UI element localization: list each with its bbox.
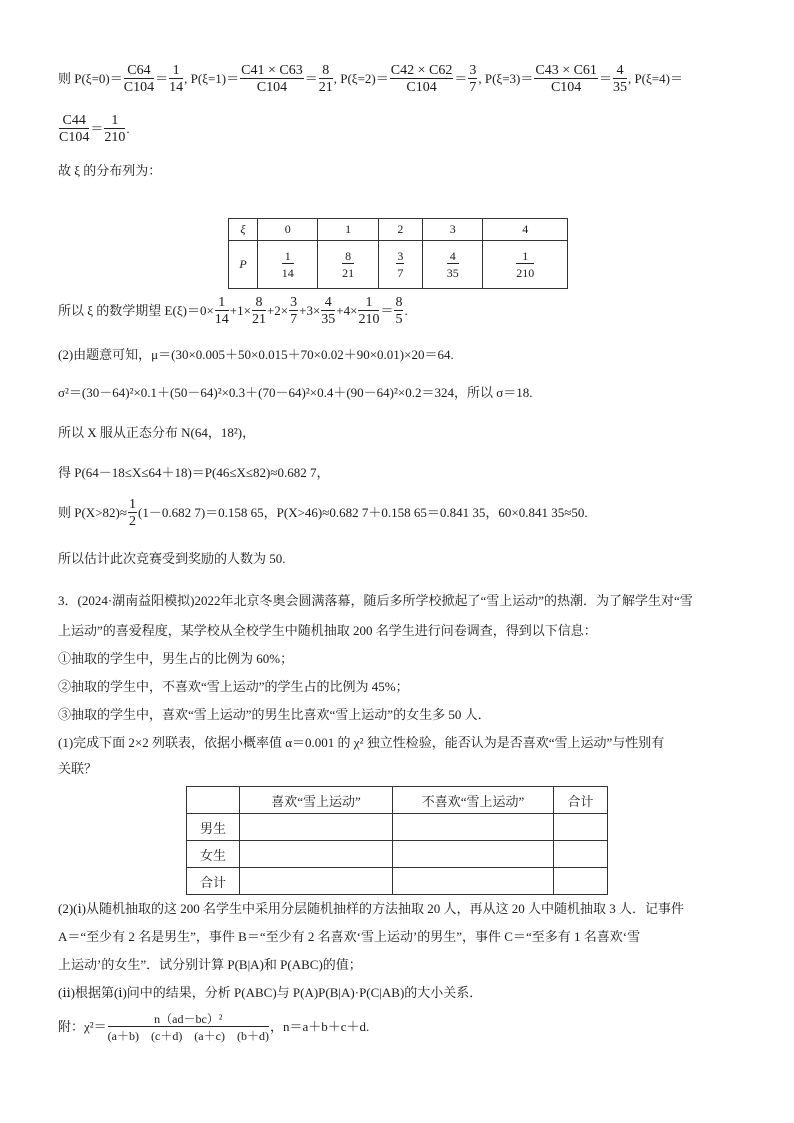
p3-value-den: 35 xyxy=(612,80,627,95)
dist-line-2 xyxy=(58,114,130,146)
header-0: 0 xyxy=(258,219,318,241)
q3b-line-4: (ⅱ)根据第(ⅰ)问中的结果，分析 P(ABC)与 P(A)P(B|A)·P(C|AB)的大小关系． xyxy=(58,985,483,1000)
p0-lhs: 则 P(ξ=0)＝ xyxy=(58,70,123,86)
dist-intro: 故 ξ 的分布列为： xyxy=(58,163,162,178)
normal-line: 所以 X 服从正态分布 N(64，18²)， xyxy=(58,425,256,440)
expect-end: . xyxy=(404,302,408,318)
p3-eq: ＝ xyxy=(598,70,612,86)
expect-f2-den: 21 xyxy=(251,312,266,327)
half-den: 2 xyxy=(129,514,136,529)
expect-t3: +3× xyxy=(299,302,321,318)
distribution-table-header-row xyxy=(229,219,568,241)
expect-f4-den: 35 xyxy=(321,312,336,327)
p3-value xyxy=(613,64,627,96)
p4-eq: ＝ xyxy=(90,120,104,136)
header-3: 3 xyxy=(423,219,483,241)
expect-f3-num: 3 xyxy=(290,295,298,310)
q3-line-4: ②抽取的学生中，不喜欢“雪上运动”的学生占的比例为 45%； xyxy=(58,679,409,694)
prob-den-0: 14 xyxy=(281,265,294,280)
p1-eq: ＝ xyxy=(304,70,318,86)
tail-pre: 则 P(X>82)≈ xyxy=(58,504,127,520)
p4-sep: . xyxy=(126,120,130,136)
prob-fraction-4 xyxy=(516,249,534,281)
expect-pre: 所以 ξ 的数学期望 E(ξ)＝0× xyxy=(58,302,214,318)
expect-f2-num: 8 xyxy=(252,296,266,311)
expect-result-num: 8 xyxy=(395,295,403,310)
prob-num-0: 1 xyxy=(282,249,294,264)
expect-f5-den: 210 xyxy=(358,312,380,327)
p2-comb-fraction xyxy=(390,64,454,96)
expect-f3 xyxy=(289,296,298,328)
q3b-line-1: (2)(ⅰ)从随机抽取的这 200 名学生中采用分层随机抽样的方法抽取 20 人，再从这 20 人中随机抽取 3 人．记事件 xyxy=(58,901,684,916)
chi-square-fraction xyxy=(108,1012,269,1044)
expect-f5-num: 1 xyxy=(358,296,379,311)
prob-cell-1 xyxy=(318,241,378,289)
prob-cell-0 xyxy=(258,241,318,289)
p0-eq: ＝ xyxy=(155,70,169,86)
p1-comb-fraction xyxy=(240,64,304,96)
sigma-line: σ²＝(30－64)²×0.1＋(50－64)²×0.3＋(70－64)²×0.4＋(90－64)²×0.2＝324，所以 σ＝18. xyxy=(58,385,533,400)
expect-f3-den: 7 xyxy=(290,312,298,327)
header-dislike: 不喜欢“雪上运动” xyxy=(393,787,554,814)
prob-den-3: 35 xyxy=(446,265,459,280)
p4-lhs: P(ξ=4)＝ xyxy=(634,70,683,86)
chi-square-num: n（ad－bc）² xyxy=(108,1012,269,1027)
expect-t1: +1× xyxy=(229,302,251,318)
expect-result-den: 5 xyxy=(395,312,403,327)
p4-value xyxy=(104,114,125,146)
p1-sep: , xyxy=(333,70,337,86)
p3-comb-num: C43 × C61 xyxy=(535,63,597,78)
expect-f1-den: 14 xyxy=(214,312,229,327)
q3b-line-3: 上运动’的女生”．试分别计算 P(B|A)和 P(ABC)的值； xyxy=(58,957,362,972)
p4-value-den: 210 xyxy=(104,130,126,145)
p2-sep: , xyxy=(478,70,482,86)
expect-f4 xyxy=(321,296,335,328)
p1-value xyxy=(319,64,333,96)
expectation-line xyxy=(58,296,408,328)
prob-fraction-0 xyxy=(282,249,294,281)
prob-cell-3 xyxy=(423,241,483,289)
p4-comb-num: C44 xyxy=(59,114,89,129)
prob-fraction-3 xyxy=(447,249,459,281)
prob-num-3: 4 xyxy=(447,249,459,264)
cell-male-like xyxy=(240,814,393,841)
p1-value-den: 21 xyxy=(318,80,333,95)
expect-t2: +2× xyxy=(266,302,289,318)
formula-pre: 附：χ²＝ xyxy=(58,1018,107,1034)
row-total xyxy=(187,868,608,895)
p2-comb-num: C42 × C62 xyxy=(390,63,453,78)
prob-cell-2 xyxy=(378,241,422,289)
q3-line-3: ①抽取的学生中，男生占的比例为 60%； xyxy=(58,651,294,666)
distribution-table-prob-row xyxy=(229,241,568,289)
cell-female-total xyxy=(554,841,608,868)
formula-post: ，n＝a＋b＋c＋d. xyxy=(269,1018,370,1034)
header-like: 喜欢“雪上运动” xyxy=(240,787,393,814)
p0-value-num: 1 xyxy=(169,64,183,79)
expect-f2 xyxy=(252,296,266,328)
row-label-female: 女生 xyxy=(187,841,240,868)
cell-total-dislike xyxy=(393,868,554,895)
interval-line: 得 P(64－18≤X≤64＋18)＝P(46≤X≤82)≈0.682 7， xyxy=(58,465,330,480)
conclusion-line: 所以估计此次竞赛受到奖励的人数为 50. xyxy=(58,551,286,566)
p1-value-num: 8 xyxy=(319,64,333,79)
header-1: 1 xyxy=(318,219,378,241)
p2-lhs: P(ξ=2)＝ xyxy=(340,70,389,86)
cell-female-like xyxy=(240,841,393,868)
tail-line xyxy=(58,498,588,530)
p0-sep: , xyxy=(184,70,188,86)
header-4: 4 xyxy=(483,219,568,241)
prob-num-1: 8 xyxy=(342,249,354,264)
formula-line xyxy=(58,1012,369,1044)
p4-value-num: 1 xyxy=(104,114,125,129)
header-2: 2 xyxy=(378,219,422,241)
prob-num-4: 1 xyxy=(516,249,534,264)
expect-f4-num: 4 xyxy=(321,296,335,311)
q3-line-5: ③抽取的学生中，喜欢“雪上运动”的男生比喜欢“雪上运动”的女生多 50 人． xyxy=(58,707,491,722)
p3-value-num: 4 xyxy=(613,64,627,79)
expect-f1-num: 1 xyxy=(215,296,229,311)
prob-fraction-2 xyxy=(396,249,404,281)
corner-cell xyxy=(187,787,240,814)
row-label-total: 合计 xyxy=(187,868,240,895)
cell-total-total xyxy=(554,868,608,895)
q3b-line-2: A＝“至少有 2 名是男生”，事件 B＝“至少有 2 名喜欢‘雪上运动’的男生”，事件 C＝“至多有 1 名喜欢‘雪 xyxy=(58,929,641,944)
expect-f5 xyxy=(358,296,379,328)
dist-line-1 xyxy=(58,64,683,96)
p3-sep: , xyxy=(627,70,632,86)
header-total: 合计 xyxy=(554,787,608,814)
p0-comb-num: C64 xyxy=(124,64,154,79)
p0-comb-den: C104 xyxy=(123,80,155,95)
prob-den-2: 7 xyxy=(397,265,404,280)
half-num: 1 xyxy=(129,497,136,512)
p2-value xyxy=(468,64,477,96)
p3-lhs: P(ξ=3)＝ xyxy=(484,70,534,86)
prob-fraction-1 xyxy=(342,249,354,281)
cell-male-dislike xyxy=(393,814,554,841)
prob-cell-4 xyxy=(483,241,568,289)
p2-eq: ＝ xyxy=(454,70,468,86)
contingency-table xyxy=(186,786,608,895)
q3-line-2: 上运动”的喜爱程度，某学校从全校学生中随机抽取 200 名学生进行问卷调查，得到以下信息： xyxy=(58,623,597,638)
p4-comb-fraction xyxy=(59,114,89,146)
prob-den-4: 210 xyxy=(516,265,535,280)
p2-value-num: 3 xyxy=(469,63,477,78)
p1-lhs: P(ξ=1)＝ xyxy=(190,70,240,86)
p2-comb-den: C104 xyxy=(406,80,437,95)
p0-comb-fraction xyxy=(124,64,154,96)
p0-value xyxy=(169,64,183,96)
p1-comb-num: C41 × C63 xyxy=(241,63,303,78)
q3-line-6: (1)完成下面 2×2 列联表，依据小概率值 α＝0.001 的 χ² 独立性检验，能否认为是否喜欢“雪上运动”与性别有 xyxy=(58,735,665,750)
row-label-p: P xyxy=(229,241,258,289)
q3-line-1: 3．(2024·湖南益阳模拟)2022年北京冬奥会圆满落幕，随后多所学校掀起了“雪上运动”的热潮．为了解学生对“雪 xyxy=(58,593,693,608)
cell-male-total xyxy=(554,814,608,841)
row-label-male: 男生 xyxy=(187,814,240,841)
p3-comb-den: C104 xyxy=(550,80,582,95)
expect-result xyxy=(394,296,403,328)
tail-post: (1－0.682 7)＝0.158 65，P(X>46)≈0.682 7＋0.158 65＝0.841 35，60×0.841 35≈50. xyxy=(138,504,588,520)
half-fraction xyxy=(128,498,137,530)
expect-t4: +4× xyxy=(336,302,358,318)
chi-square-den: (a＋b) (c＋d) (a＋c) (b＋d) xyxy=(107,1029,269,1043)
prob-den-1: 21 xyxy=(342,265,355,280)
row-male xyxy=(187,814,608,841)
p1-comb-den: C104 xyxy=(256,80,288,95)
p3-comb-fraction xyxy=(534,64,598,96)
distribution-table xyxy=(228,218,568,289)
cell-total-like xyxy=(240,868,393,895)
p4-comb-den: C104 xyxy=(59,130,90,145)
expect-f1 xyxy=(215,296,229,328)
p0-value-den: 14 xyxy=(169,80,184,95)
contingency-header-row xyxy=(187,787,608,814)
expect-t5: ＝ xyxy=(380,302,394,318)
row-female xyxy=(187,841,608,868)
q3-line-7: 关联？ xyxy=(58,761,98,776)
cell-female-dislike xyxy=(393,841,554,868)
prob-num-2: 3 xyxy=(397,248,404,263)
header-xi: ξ xyxy=(229,219,258,241)
p2-value-den: 7 xyxy=(469,80,477,95)
mu-line: (2)由题意可知，μ＝(30×0.005＋50×0.015＋70×0.02＋90×0.01)×20＝64. xyxy=(58,347,454,362)
